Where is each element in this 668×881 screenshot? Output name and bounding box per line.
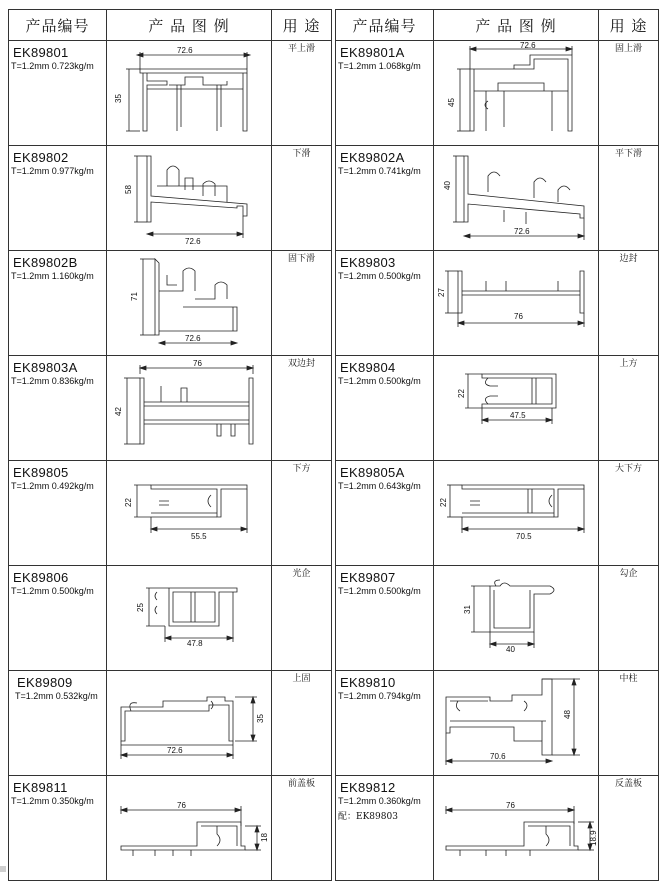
dim-width: 72.6 [185, 334, 201, 343]
table-row [9, 461, 332, 566]
product-spec: T=1.2mm 1.068kg/m [338, 61, 421, 71]
use-cell: 平下滑 [599, 146, 659, 251]
dim-height: 58 [124, 185, 133, 194]
table-row [336, 251, 659, 356]
table-row [336, 356, 659, 461]
product-spec: T=1.2mm 0.532kg/m [15, 691, 98, 701]
product-cell [336, 41, 434, 146]
product-code: EK89804 [340, 360, 396, 375]
table-row [336, 566, 659, 671]
profile-drawing [434, 776, 599, 880]
use-cell: 边封 [599, 251, 659, 356]
product-cell [9, 146, 107, 251]
product-spec: T=1.2mm 0.977kg/m [11, 166, 94, 176]
dim-height: 31 [463, 605, 472, 614]
use-cell: 下方 [272, 461, 332, 566]
table-row [9, 776, 332, 881]
dim-width: 72.6 [514, 227, 530, 236]
table-row [336, 146, 659, 251]
use-cell: 上方 [599, 356, 659, 461]
left-profile-table [8, 9, 332, 881]
left-header-row [9, 10, 332, 41]
use-cell: 反盖板 [599, 776, 659, 881]
product-code: EK89805A [340, 465, 405, 480]
product-spec: T=1.2mm 0.741kg/m [338, 166, 421, 176]
dim-width: 76 [193, 359, 202, 368]
profile-figure [434, 146, 599, 251]
product-code: EK89807 [340, 570, 396, 585]
profile-drawing [434, 461, 599, 565]
product-spec: T=1.2mm 0.836kg/m [11, 376, 94, 386]
profile-figure [434, 251, 599, 356]
product-cell [336, 566, 434, 671]
product-spec: T=1.2mm 0.500kg/m [11, 586, 94, 596]
use-cell: 平上滑 [272, 41, 332, 146]
product-spec: T=1.2mm 0.794kg/m [338, 691, 421, 701]
dim-height: 27 [437, 288, 446, 297]
dim-height: 18.9 [589, 830, 598, 846]
dim-width: 70.6 [490, 752, 506, 761]
dim-height: 35 [114, 94, 123, 103]
product-code: EK89809 [17, 675, 73, 690]
profile-drawing [434, 41, 599, 145]
dim-width: 72.6 [520, 41, 536, 50]
profile-drawing [434, 146, 599, 250]
profile-figure [107, 461, 272, 566]
profile-figure [107, 41, 272, 146]
dim-width: 47.5 [510, 411, 526, 420]
dim-height: 42 [114, 407, 123, 416]
table-row [336, 671, 659, 776]
table-row [9, 566, 332, 671]
product-cell [336, 461, 434, 566]
profile-drawing [107, 566, 272, 670]
dim-width: 72.6 [185, 237, 201, 246]
table-row [9, 146, 332, 251]
product-cell [336, 146, 434, 251]
use-cell: 双边封 [272, 356, 332, 461]
product-cell [336, 356, 434, 461]
profile-drawing [107, 461, 272, 565]
profile-figure [434, 776, 599, 881]
profile-figure [107, 356, 272, 461]
profile-drawing [434, 566, 599, 670]
dim-height: 71 [130, 292, 139, 301]
product-spec: T=1.2mm 0.500kg/m [338, 376, 421, 386]
profile-drawing [434, 356, 599, 460]
profile-figure [434, 566, 599, 671]
profile-figure [107, 776, 272, 881]
right-header-row [336, 10, 659, 41]
product-code: EK89801 [13, 45, 69, 60]
product-spec: T=1.2mm 0.360kg/m [338, 796, 421, 806]
use-cell: 固上滑 [599, 41, 659, 146]
dim-height: 22 [124, 498, 133, 507]
dim-height: 45 [447, 98, 456, 107]
product-spec: T=1.2mm 0.492kg/m [11, 481, 94, 491]
product-cell [9, 251, 107, 356]
header-figure: 产 品 图 例 [107, 10, 272, 41]
table-row [9, 251, 332, 356]
profile-figure [434, 671, 599, 776]
table-row [336, 461, 659, 566]
dim-width: 55.5 [191, 532, 207, 541]
profile-drawing [107, 671, 272, 775]
profile-figure [434, 41, 599, 146]
use-cell: 上固 [272, 671, 332, 776]
use-cell: 固下滑 [272, 251, 332, 356]
table-row [336, 776, 659, 881]
dim-height: 22 [457, 389, 466, 398]
profile-figure [434, 356, 599, 461]
profile-figure [107, 566, 272, 671]
dim-width: 70.5 [516, 532, 532, 541]
profile-figure [107, 671, 272, 776]
table-row [9, 671, 332, 776]
dim-width: 40 [506, 645, 515, 654]
profile-drawing [434, 671, 599, 775]
dim-width: 47.8 [187, 639, 203, 648]
dim-height: 18 [260, 833, 269, 842]
product-spec: T=1.2mm 0.500kg/m [338, 586, 421, 596]
use-cell: 大下方 [599, 461, 659, 566]
product-code: EK89802A [340, 150, 405, 165]
table-row [336, 41, 659, 146]
dim-height: 25 [136, 603, 145, 612]
profile-drawing [107, 146, 272, 250]
use-cell: 光企 [272, 566, 332, 671]
profile-drawing [107, 251, 272, 355]
header-code: 产品编号 [336, 10, 434, 41]
product-cell [9, 671, 107, 776]
dim-height: 35 [256, 714, 265, 723]
dim-height: 40 [443, 181, 452, 190]
profile-figure [434, 461, 599, 566]
table-row [9, 41, 332, 146]
product-spec: T=1.2mm 1.160kg/m [11, 271, 94, 281]
profile-drawing [107, 41, 272, 145]
product-code: EK89803 [340, 255, 396, 270]
product-code: EK89812 [340, 780, 396, 795]
page-corner-mark [0, 866, 6, 872]
header-code: 产品编号 [9, 10, 107, 41]
product-code: EK89801A [340, 45, 405, 60]
product-code: EK89803A [13, 360, 78, 375]
dim-width: 72.6 [167, 746, 183, 755]
product-spec: T=1.2mm 0.643kg/m [338, 481, 421, 491]
profile-drawing [434, 251, 599, 355]
product-code: EK89811 [13, 780, 68, 795]
companion-note: 配：EK89803 [338, 812, 398, 822]
dim-width: 72.6 [177, 46, 193, 55]
dim-width: 76 [506, 801, 515, 810]
dim-width: 76 [177, 801, 186, 810]
right-profile-table [335, 9, 659, 881]
product-cell [336, 251, 434, 356]
header-figure: 产 品 图 例 [434, 10, 599, 41]
dim-height: 48 [563, 710, 572, 719]
product-cell [9, 41, 107, 146]
use-cell: 勾企 [599, 566, 659, 671]
product-spec: T=1.2mm 0.350kg/m [11, 796, 94, 806]
product-cell [9, 356, 107, 461]
product-cell [9, 566, 107, 671]
product-code: EK89805 [13, 465, 69, 480]
product-spec: T=1.2mm 0.723kg/m [11, 61, 94, 71]
profile-figure [107, 146, 272, 251]
dim-height: 22 [439, 498, 448, 507]
product-spec: T=1.2mm 0.500kg/m [338, 271, 421, 281]
product-cell [336, 671, 434, 776]
header-use: 用 途 [272, 10, 332, 41]
profile-drawing [107, 356, 272, 460]
product-cell [336, 776, 434, 881]
product-cell [9, 461, 107, 566]
product-code: EK89810 [340, 675, 396, 690]
dim-width: 76 [514, 312, 523, 321]
product-code: EK89802B [13, 255, 78, 270]
use-cell: 下滑 [272, 146, 332, 251]
product-cell [9, 776, 107, 881]
table-row [9, 356, 332, 461]
use-cell: 中柱 [599, 671, 659, 776]
product-code: EK89806 [13, 570, 69, 585]
product-code: EK89802 [13, 150, 69, 165]
profile-drawing [107, 776, 272, 880]
header-use: 用 途 [599, 10, 659, 41]
profile-figure [107, 251, 272, 356]
use-cell: 前盖板 [272, 776, 332, 881]
